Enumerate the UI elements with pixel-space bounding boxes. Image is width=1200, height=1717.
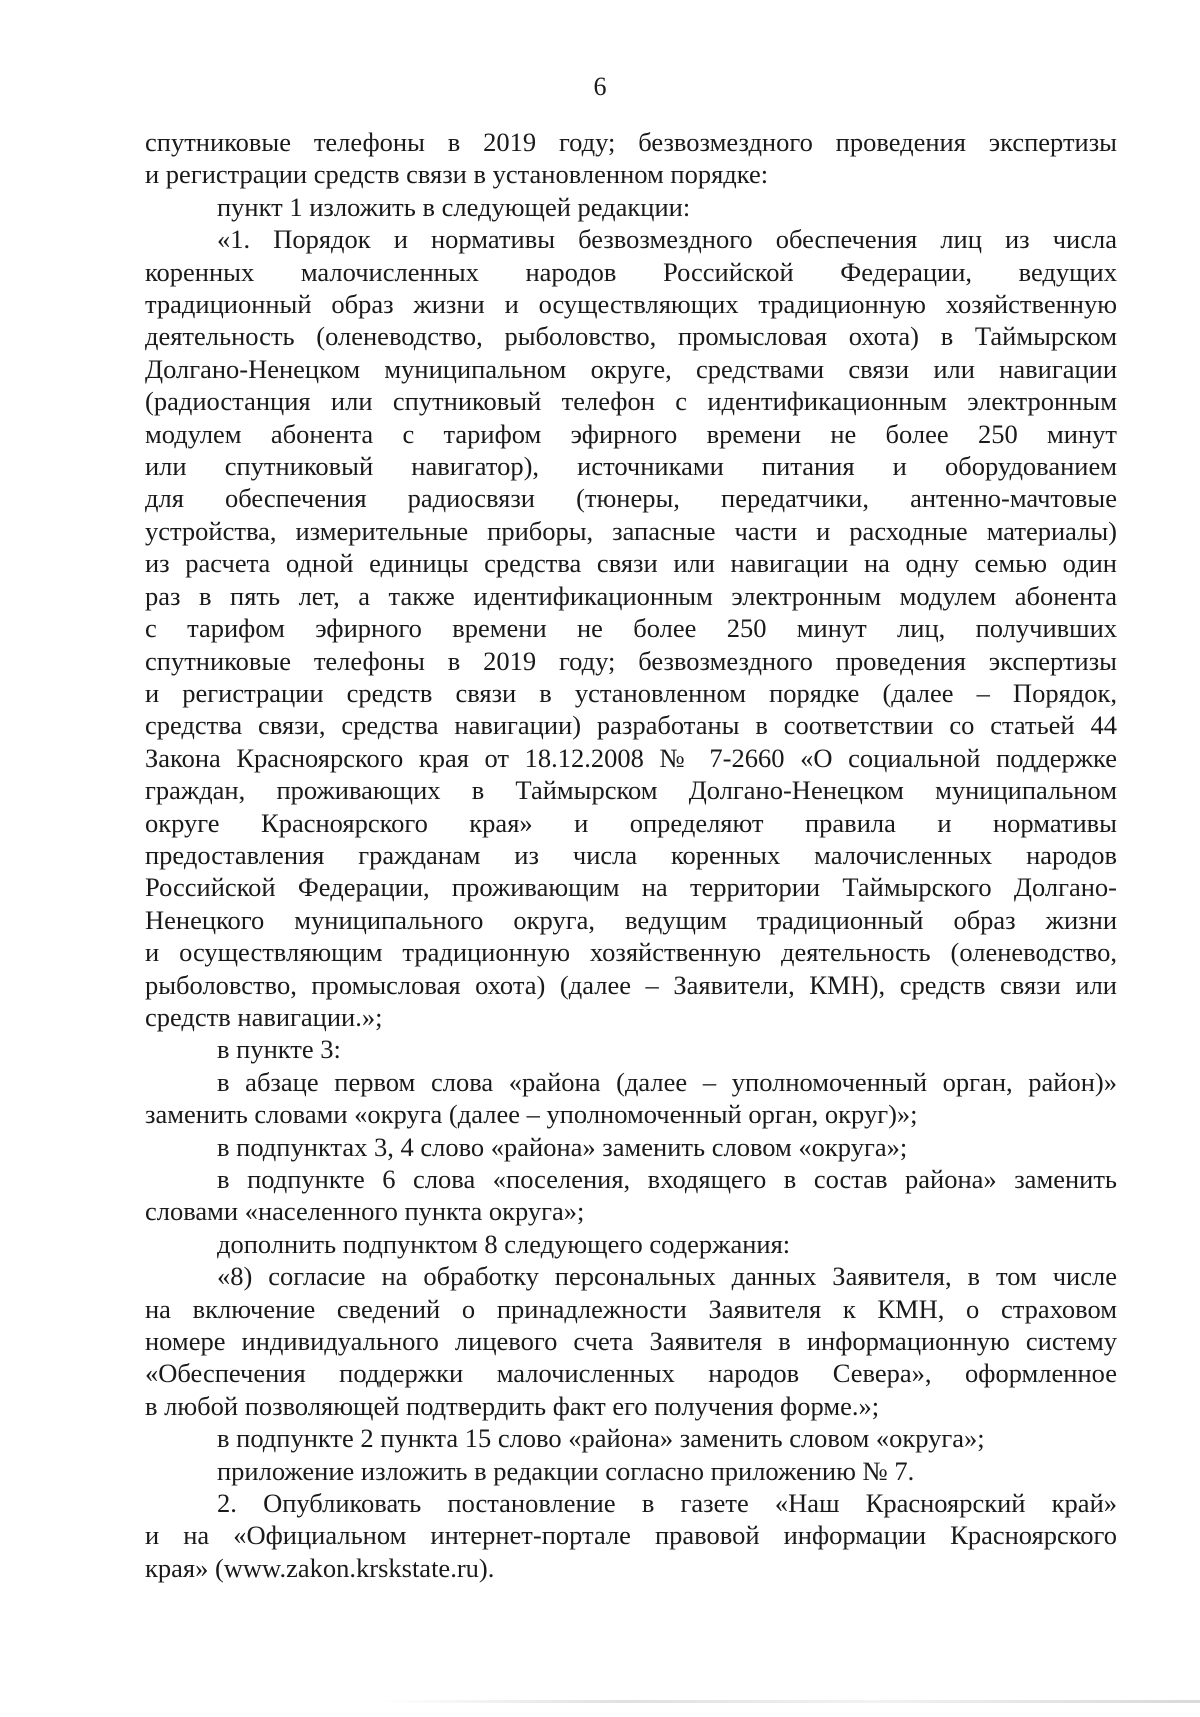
scan-artifact-line <box>380 1700 1200 1703</box>
text-line: «Обеспечения поддержки малочисленных народов Севера», оформленное <box>145 1358 1117 1389</box>
paragraph <box>145 1422 1117 1454</box>
text-line: средства связи, средства навигации) разработаны в соответствии со статьей 44 <box>145 710 1117 741</box>
paragraph <box>145 1487 1117 1584</box>
text-line: приложение изложить в редакции согласно приложению № 7. <box>217 1455 915 1486</box>
text-line: дополнить подпунктом 8 следующего содержания: <box>217 1228 791 1259</box>
text-line: и на «Официальном интернет-портале правовой информации Красноярского <box>145 1520 1117 1551</box>
text-line: Долгано-Ненецком муниципальном округе, средствами связи или навигации <box>145 353 1117 384</box>
paragraph <box>145 1033 1117 1065</box>
text-line: в подпункте 2 пункта 15 слово «района» заменить словом «округа»; <box>217 1423 985 1454</box>
text-line: номере индивидуального лицевого счета Заявителя в информационную систему <box>145 1326 1117 1357</box>
text-line: и осуществляющим традиционную хозяйственную деятельность (оленеводство, <box>145 937 1117 968</box>
paragraph <box>145 191 1117 223</box>
paragraph <box>145 223 1117 1033</box>
text-line: на включение сведений о принадлежности Заявителя к КМН, о страховом <box>145 1293 1117 1324</box>
text-line: устройства, измерительные приборы, запасные части и расходные материалы) <box>145 515 1117 546</box>
text-line: коренных малочисленных народов Российской Федерации, ведущих <box>145 256 1117 287</box>
text-line: в любой позволяющей подтвердить факт его получения форме.»; <box>145 1390 880 1421</box>
text-line: в подпунктах 3, 4 слово «района» заменить словом «округа»; <box>217 1131 908 1162</box>
text-line: деятельность (оленеводство, рыболовство, промысловая охота) в Таймырском <box>145 321 1117 352</box>
text-line: граждан, проживающих в Таймырском Долгано-Ненецком муниципальном <box>145 775 1117 806</box>
paragraph <box>145 1455 1117 1487</box>
text-line: с тарифом эфирного времени не более 250 минут лиц, получивших <box>145 613 1117 644</box>
text-line: «8) согласие на обработку персональных данных Заявителя, в том числе <box>217 1261 1117 1292</box>
paragraph <box>145 1260 1117 1422</box>
text-line: Ненецкого муниципального округа, ведущим традиционный образ жизни <box>145 904 1117 935</box>
text-line: Закона Красноярского края от 18.12.2008 № 7-2660 «О социальной поддержке <box>145 742 1117 773</box>
text-line: модулем абонента с тарифом эфирного времени не более 250 минут <box>145 418 1117 449</box>
text-line: для обеспечения радиосвязи (тюнеры, передатчики, антенно-мачтовые <box>145 483 1117 514</box>
text-line: или спутниковый навигатор), источниками питания и оборудованием <box>145 451 1117 482</box>
text-line: заменить словами «округа (далее – уполномоченный орган, округ)»; <box>145 1099 918 1130</box>
text-line: традиционный образ жизни и осуществляющих традиционную хозяйственную <box>145 289 1117 320</box>
paragraph <box>145 1228 1117 1260</box>
paragraph <box>145 126 1117 191</box>
text-line: (радиостанция или спутниковый телефон с идентификационным электронным <box>145 386 1117 417</box>
paragraph <box>145 1163 1117 1228</box>
text-line: и регистрации средств связи в установленном порядке (далее – Порядок, <box>145 677 1117 708</box>
text-line: раз в пять лет, а также идентификационным электронным модулем абонента <box>145 580 1117 611</box>
text-line: из расчета одной единицы средства связи или навигации на одну семью один <box>145 548 1117 579</box>
text-line: Российской Федерации, проживающим на территории Таймырского Долгано- <box>145 872 1117 903</box>
page-number: 6 <box>593 72 607 101</box>
paragraph <box>145 1131 1117 1163</box>
text-line: в абзаце первом слова «района (далее – уполномоченный орган, район)» <box>217 1066 1117 1097</box>
text-line: словами «населенного пункта округа»; <box>145 1196 585 1227</box>
text-line: пункт 1 изложить в следующей редакции: <box>217 191 691 222</box>
text-line: предоставления гражданам из числа коренных малочисленных народов <box>145 839 1117 870</box>
text-line: округе Красноярского края» и определяют правила и нормативы <box>145 807 1117 838</box>
document-body <box>145 126 1117 1584</box>
text-line: рыболовство, промысловая охота) (далее – Заявители, КМН), средств связи или <box>145 969 1117 1000</box>
paragraph <box>145 1066 1117 1131</box>
text-line: спутниковые телефоны в 2019 году; безвозмездного проведения экспертизы <box>145 645 1117 676</box>
text-line: края» (www.zakon.krskstate.ru). <box>145 1552 495 1583</box>
text-line: спутниковые телефоны в 2019 году; безвозмездного проведения экспертизы <box>145 127 1117 157</box>
text-line: 2. Опубликовать постановление в газете «Наш Красноярский край» <box>217 1488 1117 1519</box>
text-line: и регистрации средств связи в установленном порядке: <box>145 159 769 190</box>
text-line: в пункте 3: <box>217 1034 341 1065</box>
text-line: средств навигации.»; <box>145 1001 383 1032</box>
text-line: в подпункте 6 слова «поселения, входящего в состав района» заменить <box>217 1164 1117 1194</box>
text-line: «1. Порядок и нормативы безвозмездного обеспечения лиц из числа <box>217 224 1117 255</box>
